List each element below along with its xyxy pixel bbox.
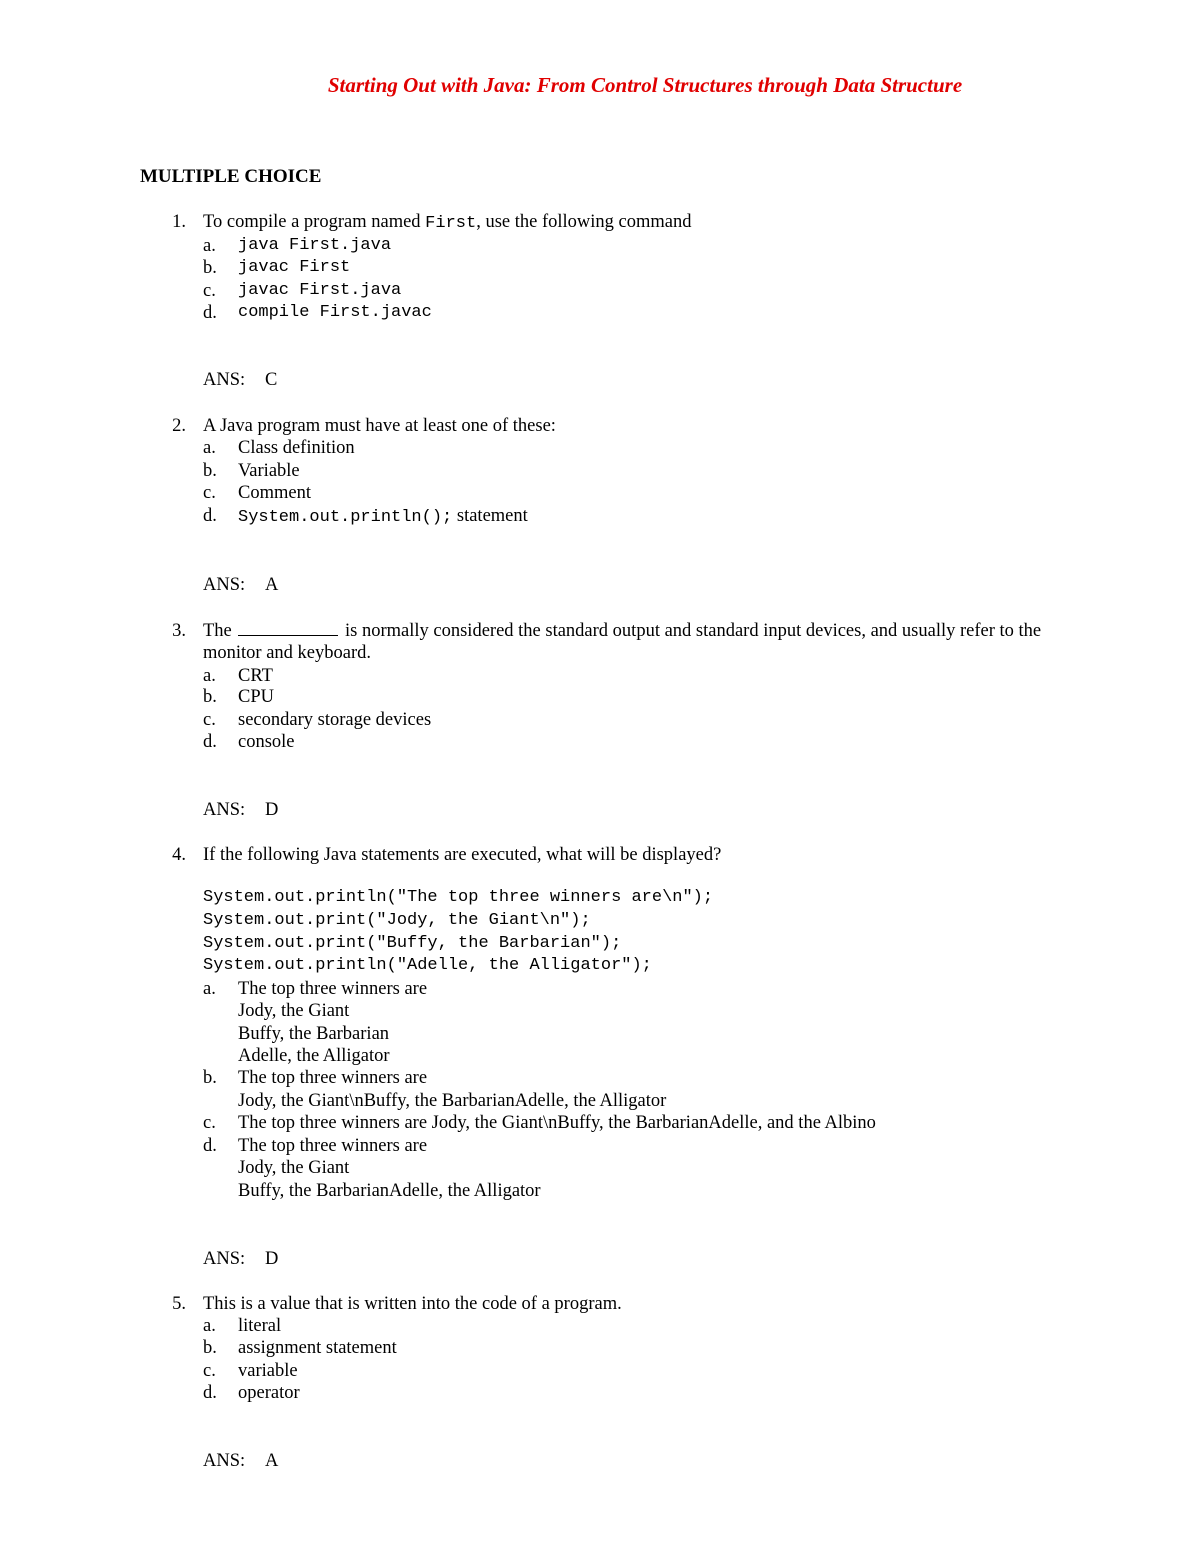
question-text: If the following Java statements are executed, what will be displayed? [203, 845, 722, 865]
option-text: Class definition [238, 438, 355, 458]
option-text: CRT [238, 666, 273, 686]
question-number: 1. [172, 212, 186, 232]
question-number: 2. [172, 416, 186, 436]
option-letter: a. [203, 236, 216, 256]
question-text [203, 211, 691, 236]
code-line: System.out.print("Jody, the Giant\n"); [203, 911, 591, 930]
question-number: 5. [172, 1294, 186, 1314]
answer-value: A [265, 1451, 279, 1471]
option-letter: d. [203, 303, 217, 323]
option-letter: c. [203, 281, 216, 301]
question-number: 4. [172, 845, 186, 865]
option-text: Comment [238, 483, 311, 503]
answer-value: D [265, 1249, 279, 1269]
fill-in-blank [238, 621, 338, 636]
option-text: Jody, the Giant [238, 1001, 350, 1021]
option-letter: a. [203, 438, 216, 458]
answer-value: A [265, 575, 279, 595]
option-letter: b. [203, 258, 217, 278]
option-text: operator [238, 1383, 300, 1403]
option-letter: b. [203, 1068, 217, 1088]
option-text: Buffy, the BarbarianAdelle, the Alligator [238, 1181, 541, 1201]
question-text-part: To compile a program named [203, 212, 421, 232]
option-text: The top three winners are [238, 1136, 428, 1156]
question-text-part: The [203, 621, 232, 641]
option-text: console [238, 732, 295, 752]
document-title: Starting Out with Java: From Control Structures through Data Structure [327, 73, 963, 97]
option-text: javac First.java [238, 281, 402, 300]
option-text: assignment statement [238, 1338, 397, 1358]
section-heading: MULTIPLE CHOICE [140, 166, 322, 187]
option-text: secondary storage devices [238, 710, 432, 730]
option-text: Variable [238, 461, 300, 481]
option-letter: c. [203, 1361, 216, 1381]
option-text [238, 505, 528, 530]
option-text: literal [238, 1316, 282, 1336]
code-term: First [425, 214, 477, 233]
option-text: The top three winners are [238, 1068, 428, 1088]
code-line: System.out.print("Buffy, the Barbarian"); [203, 934, 622, 953]
option-text: CPU [238, 687, 274, 707]
question-text: A Java program must have at least one of these: [203, 416, 556, 436]
option-text: Buffy, the Barbarian [238, 1024, 390, 1044]
option-letter: a. [203, 666, 216, 686]
answer-label: ANS: [203, 1249, 246, 1269]
answer-label: ANS: [203, 575, 246, 595]
option-text-part: statement [456, 506, 528, 526]
option-text: Jody, the Giant\nBuffy, the BarbarianAdelle, the Alligator [238, 1091, 667, 1111]
option-text: variable [238, 1361, 298, 1381]
answer-label: ANS: [203, 800, 246, 820]
option-letter: d. [203, 1383, 217, 1403]
option-text: The top three winners are Jody, the Giant\nBuffy, the BarbarianAdelle, and the Albino [238, 1113, 876, 1133]
option-letter: d. [203, 506, 217, 526]
option-text: compile First.javac [238, 303, 432, 322]
option-letter: c. [203, 483, 216, 503]
option-letter: a. [203, 979, 216, 999]
option-text: java First.java [238, 236, 392, 255]
option-letter: d. [203, 1136, 217, 1156]
question-text [203, 620, 1041, 643]
option-text: The top three winners are [238, 979, 428, 999]
answer-label: ANS: [203, 1451, 246, 1471]
option-text: javac First [238, 258, 351, 277]
question-text-part: , use the following command [476, 212, 692, 232]
answer-value: C [265, 370, 278, 390]
option-letter: d. [203, 732, 217, 752]
option-letter: c. [203, 710, 216, 730]
option-letter: b. [203, 461, 217, 481]
question-number: 3. [172, 621, 186, 641]
option-letter: b. [203, 687, 217, 707]
code-line: System.out.println("Adelle, the Alligator"); [203, 956, 652, 975]
question-text-part: is normally considered the standard output and standard input devices, and usually refer to the [345, 621, 1042, 641]
option-letter: c. [203, 1113, 216, 1133]
code-term: System.out.println(); [238, 508, 453, 527]
option-letter: a. [203, 1316, 216, 1336]
question-text: This is a value that is written into the code of a program. [203, 1294, 622, 1314]
answer-value: D [265, 800, 279, 820]
option-text: Adelle, the Alligator [238, 1046, 390, 1066]
answer-label: ANS: [203, 370, 246, 390]
code-line: System.out.println("The top three winners are\n"); [203, 888, 714, 907]
question-text-line2: monitor and keyboard. [203, 643, 371, 663]
option-letter: b. [203, 1338, 217, 1358]
option-text: Jody, the Giant [238, 1158, 350, 1178]
